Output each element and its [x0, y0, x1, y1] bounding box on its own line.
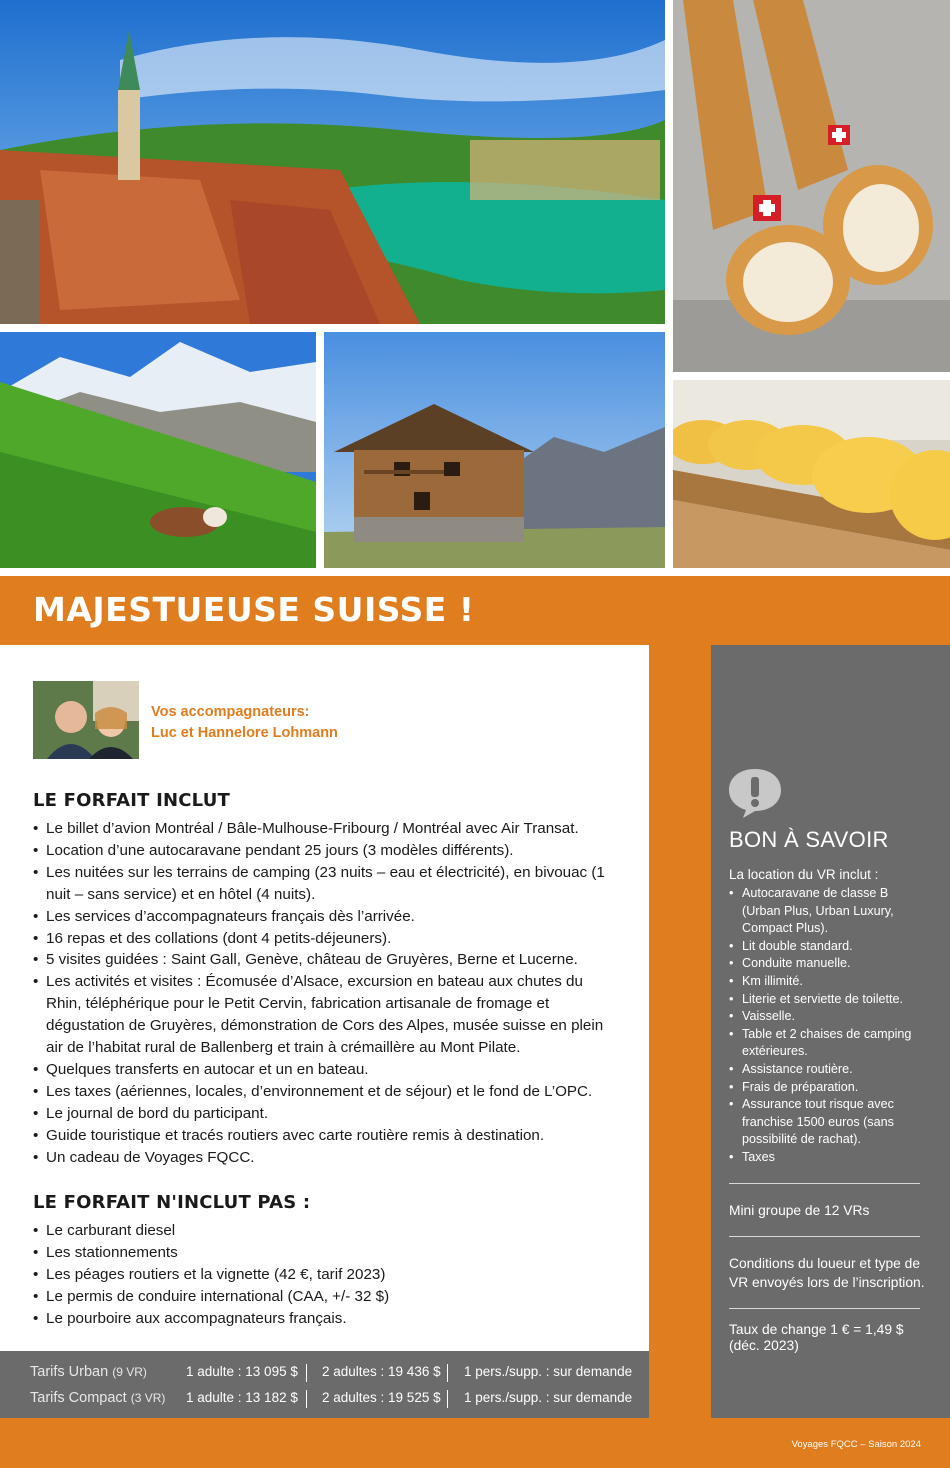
list-item: • Les taxes (aériennes, locales, d’environnement et de séjour) et le fond de L’OPC. [33, 1081, 613, 1103]
bern-photo [0, 0, 665, 324]
list-item: • Literie et serviette de toilette. [729, 991, 929, 1009]
list-item: • Lit double standard. [729, 938, 929, 956]
tariff-extra-person: 1 pers./supp. : sur demande [464, 1364, 633, 1379]
list-item: • Table et 2 chaises de camping extérieures. [729, 1026, 929, 1061]
list-item: • Le pourboire aux accompagnateurs français. [33, 1308, 613, 1330]
list-item: • Le carburant diesel [33, 1220, 613, 1242]
rental-includes-list [729, 885, 929, 1167]
list-item: • Quelques transferts en autocar et un en bateau. [33, 1059, 613, 1081]
tariff-count: (9 VR) [112, 1365, 147, 1379]
rental-conditions: Conditions du loueur et type de VR envoyés lors de l’inscription. [729, 1256, 925, 1290]
tariff-one-adult: 1 adulte : 13 095 $ [186, 1364, 298, 1379]
separator [306, 1364, 307, 1382]
tariff-two-adults: 2 adultes : 19 436 $ [322, 1364, 441, 1379]
includes-list [33, 818, 613, 1169]
alphorns-photo [673, 0, 950, 372]
chalet-photo [324, 332, 665, 568]
guides-photo [33, 681, 139, 759]
list-item: • Conduite manuelle. [729, 955, 929, 973]
tariff-name [30, 1390, 165, 1406]
divider [729, 1183, 920, 1184]
exclamation-speech-bubble-icon [727, 767, 785, 819]
list-item: • Location d’une autocaravane pendant 25 jours (3 modèles différents). [33, 840, 613, 862]
tariff-name [30, 1364, 147, 1380]
excludes-list [33, 1220, 613, 1330]
list-item: • 16 repas et des collations (dont 4 petits-déjeuners). [33, 928, 613, 950]
page-title: MAJESTUEUSE SUISSE ! [33, 590, 475, 629]
list-item: • Autocaravane de classe B (Urban Plus, Urban Luxury, Compact Plus). [729, 885, 929, 938]
divider [729, 1236, 920, 1237]
list-item: • Un cadeau de Voyages FQCC. [33, 1147, 613, 1169]
list-item: • Les stationnements [33, 1242, 613, 1264]
separator [447, 1364, 448, 1382]
list-item: • Taxes [729, 1149, 929, 1167]
exchange-rate: Taux de change 1 € = 1,49 $ (déc. 2023) [729, 1322, 904, 1353]
list-item: • Assurance tout risque avec franchise 1500 euros (sans possibilité de rachat). [729, 1096, 929, 1149]
guides-names: Luc et Hannelore Lohmann [151, 725, 338, 741]
separator [306, 1390, 307, 1408]
list-item: • Assistance routière. [729, 1061, 929, 1079]
list-item: • Les nuitées sur les terrains de camping (23 nuits – eau et électricité), en bivouac (1 nuit – sans service) et en hôtel (4 nuits). [33, 862, 613, 906]
tariff-label: Tarifs Compact [30, 1390, 127, 1406]
list-item: • Guide touristique et tracés routiers avec carte routière remis à destination. [33, 1125, 613, 1147]
list-item: • Les péages routiers et la vignette (42 €, tarif 2023) [33, 1264, 613, 1286]
tariff-count: (3 VR) [130, 1391, 166, 1405]
sidebar-title: BON À SAVOIR [729, 827, 889, 852]
alpine-meadow-photo [0, 332, 316, 568]
list-item: • Le billet d’avion Montréal / Bâle-Mulhouse-Fribourg / Montréal avec Air Transat. [33, 818, 613, 840]
separator [447, 1390, 448, 1408]
list-item: • Le journal de bord du participant. [33, 1103, 613, 1125]
includes-heading: LE FORFAIT INCLUT [33, 790, 230, 811]
tariff-label: Tarifs Urban [30, 1364, 109, 1380]
group-size: Mini groupe de 12 VRs [729, 1203, 870, 1218]
cheese-photo [673, 380, 950, 568]
good-to-know-sidebar [711, 645, 950, 1418]
tariffs-bar [0, 1351, 649, 1418]
excludes-heading: LE FORFAIT N'INCLUT PAS : [33, 1192, 311, 1213]
list-item: • 5 visites guidées : Saint Gall, Genève, château de Gruyères, Berne et Lucerne. [33, 949, 613, 971]
list-item: • Frais de préparation. [729, 1079, 929, 1097]
list-item: • Le permis de conduire international (CAA, +/- 32 $) [33, 1286, 613, 1308]
guides-info [151, 702, 338, 744]
tariff-row [0, 1386, 649, 1412]
list-item: • Vaisselle. [729, 1008, 929, 1026]
divider [729, 1308, 920, 1309]
footer-credit: Voyages FQCC – Saison 2024 [791, 1439, 921, 1450]
tariff-two-adults: 2 adultes : 19 525 $ [322, 1390, 441, 1405]
tariff-row [0, 1360, 649, 1386]
list-item: • Les activités et visites : Écomusée d’Alsace, excursion en bateau aux chutes du Rhin, téléphérique pour le Petit Cervin, fabrication artisanale de fromage et dégustation de Gruyères, démonstration de Cors des Alpes, musée suisse en plein air de l’habitat rural de Ballenberg et train à crémaillère au Mont Pilate. [33, 971, 613, 1059]
tariff-extra-person: 1 pers./supp. : sur demande [464, 1390, 633, 1405]
tariff-one-adult: 1 adulte : 13 182 $ [186, 1390, 298, 1405]
sidebar-intro: La location du VR inclut : [729, 867, 879, 882]
list-item: • Km illimité. [729, 973, 929, 991]
guides-label: Vos accompagnateurs: [151, 704, 310, 720]
list-item: • Les services d’accompagnateurs français dès l’arrivée. [33, 906, 613, 928]
